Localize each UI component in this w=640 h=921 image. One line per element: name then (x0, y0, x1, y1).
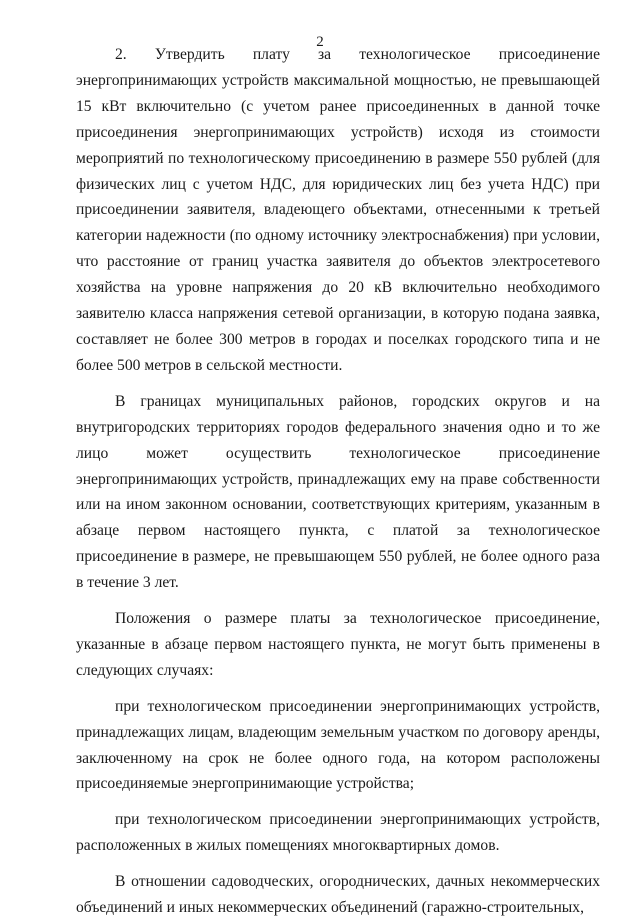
paragraph-exception-apartments: при технологическом присоединении энергопринимающих устройств, расположенных в жилых помещениях многоквартирных домов. (76, 811, 600, 855)
paragraph-fee-approval: 2. Утвердить плату за технологическое присоединение энергопринимающих устройств максимальной мощностью, не превышающей 15 кВт включительно (с учетом ранее присоединенных в данной точке присоединения энергопринимающих устройств) исходя из стоимости мероприятий по технологическому присоединению в размере 550 рублей (для физических лиц с учетом НДС, для юридических лиц без учета НДС) при присоединении заявителя, владеющего объектами, отнесенными к третьей категории надежности (по одному источнику электроснабжения) при условии, что расстояние от границ участка заявителя до объектов электросетевого хозяйства на уровне напряжения до 20 кВ включительно необходимого заявителю класса напряжения сетевой организации, в которую подана заявка, составляет не более 300 метров в городах и поселках городского типа и не более 500 метров в сельской местности. (76, 46, 600, 374)
paragraph-exception-lease: при технологическом присоединении энергопринимающих устройств, принадлежащих лицам, владеющим земельным участком по договору аренды, заключенному на срок не более одного года, на котором расположены присоединяемые энергопринимающие устройства; (76, 697, 600, 793)
paragraph-once-per-three-years: В границах муниципальных районов, городских округов и на внутригородских территориях городов федерального значения одно и то же лицо может осуществить технологическое присоединение энергопринимающих устройств, принадлежащих ему на праве собственности или на ином законном основании, соответствующих критериям, указанным в абзаце первом настоящего пункта, с платой за технологическое присоединение в размере, не превышающем 550 рублей, не более одного раза в течение 3 лет. (76, 392, 600, 592)
paragraph-exceptions-intro: Положения о размере платы за технологическое присоединение, указанные в абзаце первом настоящего пункта, не могут быть применены в следующих случаях: (76, 610, 600, 679)
document-body (76, 42, 600, 921)
page-number: 2 (316, 34, 324, 50)
paragraph-nonprofit-associations: В отношении садоводческих, огороднических, дачных некоммерческих объединений и иных некоммерческих объединений (гаражно-строительных, (76, 873, 600, 917)
